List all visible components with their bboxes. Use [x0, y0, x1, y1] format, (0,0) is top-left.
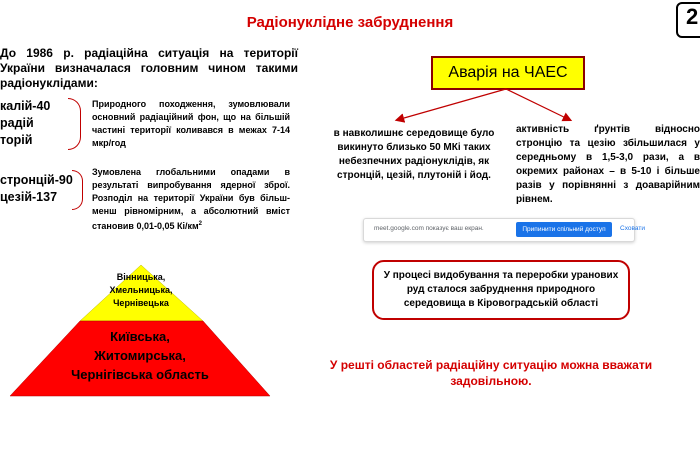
nuclide-item: цезій-137: [0, 190, 58, 204]
nuclide-item: торій: [0, 133, 33, 147]
nuclide-item: радій: [0, 116, 34, 130]
pyramid-top-label: Вінницька, Хмельницька, Чернівецька: [109, 272, 173, 308]
arrow-right: [506, 89, 570, 120]
arrow-left: [397, 89, 506, 120]
nuclide-item: стронцій-90: [0, 173, 73, 187]
screen-share-message: meet.google.com показує ваш екран.: [374, 225, 484, 232]
emission-text: в навколишнє середовище було викинуто близько 50 МКі таких небезпечних радіонуклідів, як стронцій, цезій, плутоній і йод.: [333, 128, 495, 181]
screen-share-notification: [363, 218, 645, 242]
soil-activity-text: активність ґрунтів відносно стронцію та цезію збільшилася у середньому в 1,5-3,0 рази, а в окремих районах – в 5-10 і більше разів у порівнянні з доаварійним рівнем.: [516, 124, 700, 205]
fallout-nuclides-description: Зумовлена глобальними опадами в результаті випробування ядерної зброї. Розподіл на території України був більш-менш рівномірним, а абсолютний вміст становив 0,01-0,05 $Кі/км^2$: [92, 167, 290, 231]
page-number: 2: [686, 4, 699, 29]
pyramid-bottom-label: Київська, Житомирська, Чернігівська область: [71, 329, 209, 382]
mining-note-box: [372, 260, 630, 320]
natural-nuclides-description: Природного походження, зумовлювали основний радіаційний фон, що на більшій частині території коливався в межах 7-14 мкр/год: [92, 99, 290, 148]
conclusion-text: У решті областей радіаційну ситуацію можна вважати задовільною.: [329, 358, 653, 388]
hide-button[interactable]: Сховати: [620, 225, 645, 232]
slide-title: Радіонуклідне забруднення: [246, 14, 454, 31]
nuclide-item: калій-40: [0, 99, 51, 113]
intro-text: До 1986 р. радіаційна ситуація на території України визначалася головним чином такими радіонуклідами:: [0, 46, 298, 90]
stop-sharing-button[interactable]: Припинити спільний доступ: [516, 222, 612, 237]
mining-note-text: У процесі видобування та переробки уранових руд сталося забруднення природного середовища в Кіровоградській області: [383, 270, 619, 309]
chaes-accident-box: Аварія на ЧАЕС: [431, 56, 585, 90]
